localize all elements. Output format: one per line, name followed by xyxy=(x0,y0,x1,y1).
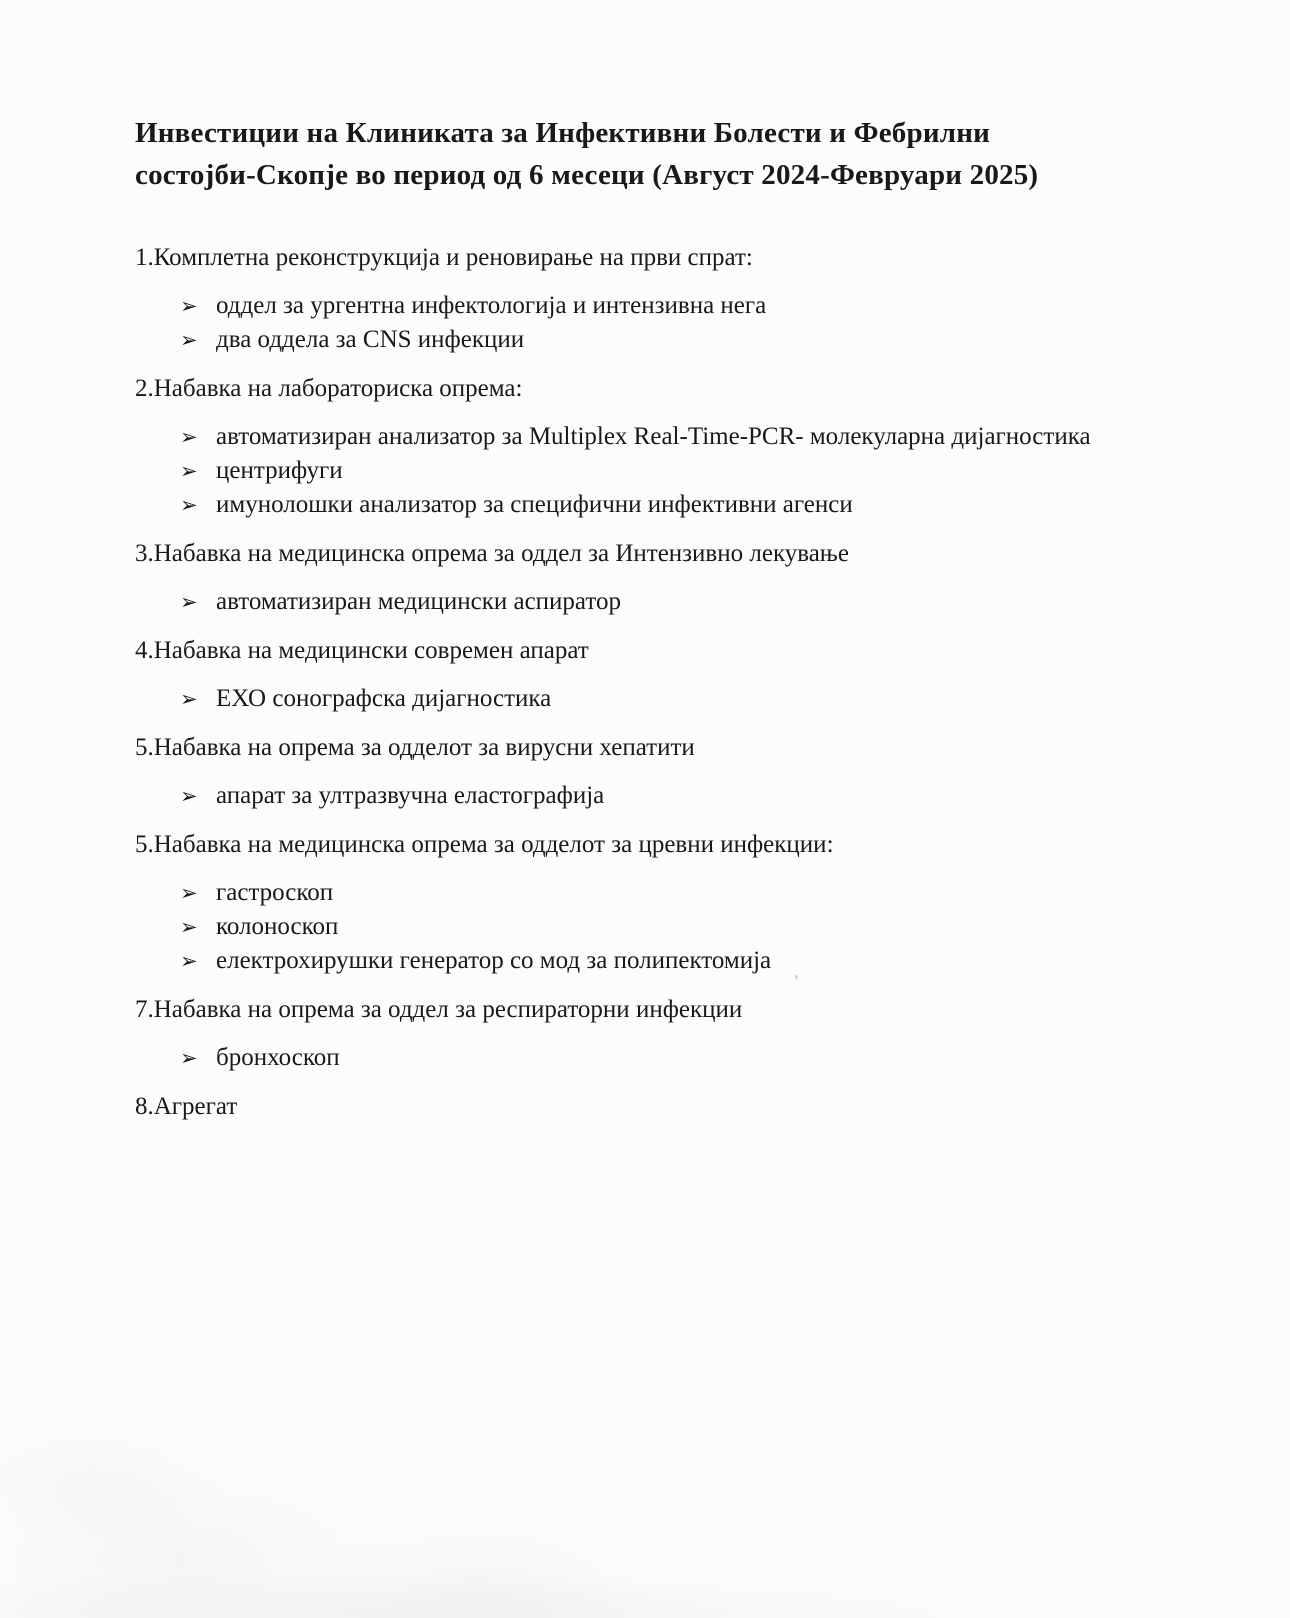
bullet-list xyxy=(180,779,1200,813)
arrow-bullet-icon: ➢ xyxy=(180,328,198,352)
arrow-bullet-icon: ➢ xyxy=(180,881,198,905)
arrow-bullet-icon: ➢ xyxy=(180,493,198,517)
list-item xyxy=(180,585,1200,619)
list-item xyxy=(180,420,1200,454)
list-item-text: автоматизиран медицински аспиратор xyxy=(216,588,621,615)
section xyxy=(135,372,1200,522)
list-item xyxy=(180,289,1200,323)
bullet-list xyxy=(180,585,1200,619)
list-item xyxy=(180,779,1200,813)
scan-speck xyxy=(795,975,798,979)
list-item xyxy=(180,1041,1200,1075)
section xyxy=(135,241,1200,357)
sections-container xyxy=(135,241,1200,1123)
document-title xyxy=(135,112,1200,196)
list-item-text: апарат за ултразвучна еластографија xyxy=(216,782,605,809)
scan-speck xyxy=(268,899,270,902)
list-item-text: гастроскоп xyxy=(216,879,334,906)
section-heading: 1.Комплетна реконструкција и реновирање на први спрат: xyxy=(135,244,753,271)
arrow-bullet-icon: ➢ xyxy=(180,1046,198,1070)
bullet-list xyxy=(180,682,1200,716)
section-heading: 5.Набавка на медицинска опрема за одделот за цревни инфекции: xyxy=(135,831,834,858)
section xyxy=(135,828,1200,978)
arrow-bullet-icon: ➢ xyxy=(180,784,198,808)
list-item-text: автоматизиран анализатор за Multiplex Real-Time-PCR- молекуларна дијагностика xyxy=(216,423,1091,450)
list-item xyxy=(180,876,1200,910)
list-item-text: имунолошки анализатор за специфични инфективни агенси xyxy=(216,491,853,518)
list-item-text: центрифуги xyxy=(216,457,343,484)
arrow-bullet-icon: ➢ xyxy=(180,459,198,483)
list-item-text: електрохирушки генератор со мод за полипектомија xyxy=(216,947,772,974)
section-heading: 5.Набавка на опрема за одделот за вирусни хепатити xyxy=(135,734,695,761)
arrow-bullet-icon: ➢ xyxy=(180,949,198,973)
document-content xyxy=(135,112,1200,1138)
arrow-bullet-icon: ➢ xyxy=(180,425,198,449)
arrow-bullet-icon: ➢ xyxy=(180,915,198,939)
arrow-bullet-icon: ➢ xyxy=(180,687,198,711)
bullet-list xyxy=(180,289,1200,357)
section xyxy=(135,731,1200,813)
section-heading: 8.Агрегат xyxy=(135,1093,238,1120)
list-item xyxy=(180,944,1200,978)
arrow-bullet-icon: ➢ xyxy=(180,590,198,614)
list-item-text: колоноскоп xyxy=(216,913,339,940)
list-item xyxy=(180,910,1200,944)
section xyxy=(135,1090,1200,1123)
section-heading: 3.Набавка на медицинска опрема за оддел за Интензивно лекување xyxy=(135,540,849,567)
list-item xyxy=(180,682,1200,716)
bullet-list xyxy=(180,876,1200,978)
bullet-list xyxy=(180,420,1200,522)
section xyxy=(135,537,1200,619)
list-item xyxy=(180,488,1200,522)
bullet-list xyxy=(180,1041,1200,1075)
document-title-line-2: состојби-Скопје во период од 6 месеци (Август 2024-Февруари 2025) xyxy=(135,159,1039,191)
list-item-text: бронхоскоп xyxy=(216,1044,340,1071)
section xyxy=(135,993,1200,1075)
list-item-text: два оддела за CNS инфекции xyxy=(216,326,525,353)
section-heading: 2.Набавка на лабораториска опрема: xyxy=(135,375,523,402)
section xyxy=(135,634,1200,716)
section-heading: 7.Набавка на опрема за оддел за респираторни инфекции xyxy=(135,996,743,1023)
section-heading: 4.Набавка на медицински современ апарат xyxy=(135,637,589,664)
list-item xyxy=(180,454,1200,488)
arrow-bullet-icon: ➢ xyxy=(180,294,198,318)
list-item-text: ЕХО сонографска дијагностика xyxy=(216,685,552,712)
document-title-line-1: Инвестиции на Клиниката за Инфективни Болести и Фебрилни xyxy=(135,117,991,149)
list-item-text: оддел за ургентна инфектологија и интензивна нега xyxy=(216,292,767,319)
list-item xyxy=(180,323,1200,357)
